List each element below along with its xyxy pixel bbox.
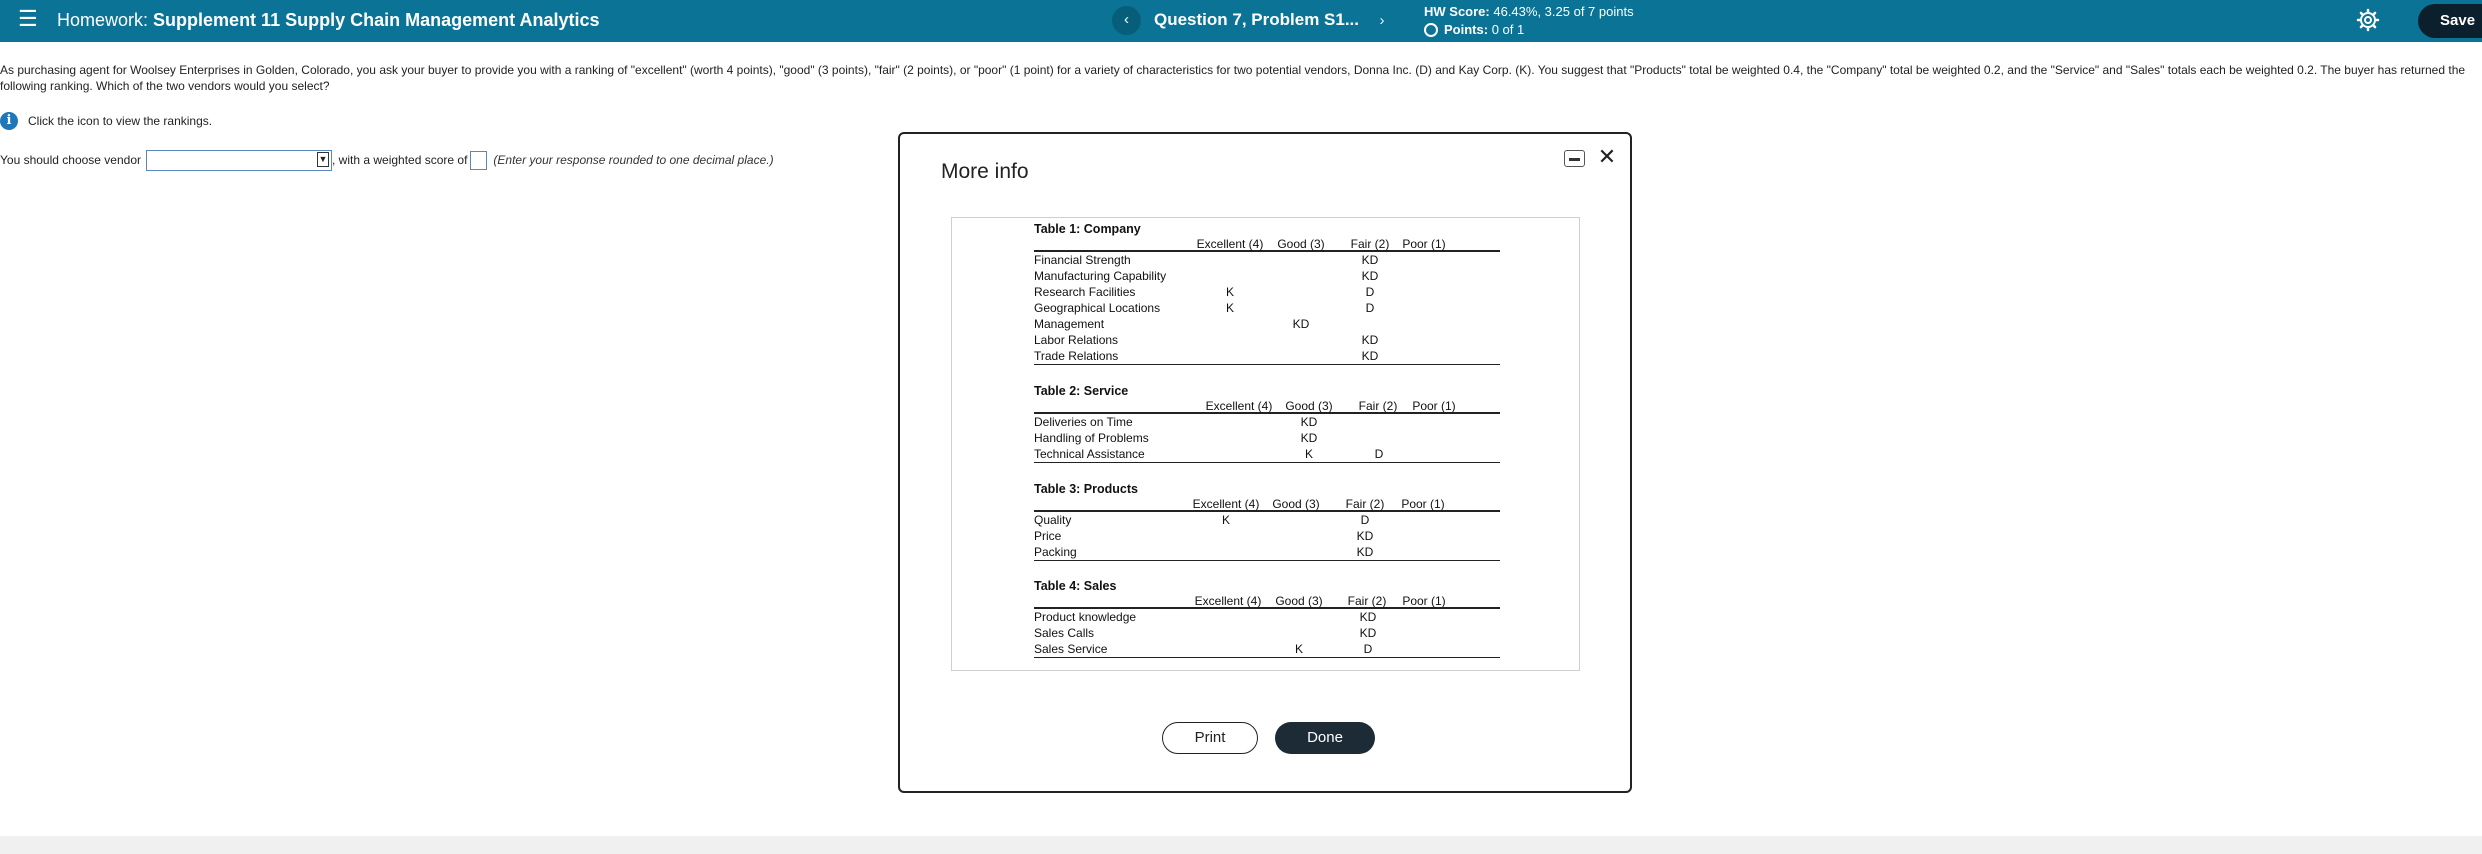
close-icon[interactable]: ✕ xyxy=(1597,144,1617,169)
row-label: Trade Relations xyxy=(1034,349,1119,363)
hw-score-value: 46.43%, 3.25 of 7 points xyxy=(1493,4,1634,19)
rankings-figure xyxy=(951,217,1580,671)
homework-prefix: Homework: xyxy=(57,10,149,30)
table-header xyxy=(1034,594,1500,609)
table-bottom-rule xyxy=(1034,657,1500,658)
answer-line xyxy=(0,150,774,170)
table-row xyxy=(1034,625,1500,641)
gear-icon[interactable] xyxy=(2356,8,2380,32)
rating-cell: KD xyxy=(1300,415,1318,429)
table-header xyxy=(1034,399,1500,414)
rating-cell: K xyxy=(1294,642,1303,656)
rating-cell: KD xyxy=(1361,253,1379,267)
vendor-select[interactable] xyxy=(146,150,332,171)
rating-cell: KD xyxy=(1292,317,1310,331)
row-label: Labor Relations xyxy=(1034,333,1119,347)
rating-cell: KD xyxy=(1300,431,1318,445)
rating-cell: KD xyxy=(1359,626,1377,640)
row-label: Manufacturing Capability xyxy=(1034,269,1167,283)
minimize-button[interactable] xyxy=(1564,150,1585,167)
column-header: Excellent (4) xyxy=(1196,237,1264,251)
column-header: Excellent (4) xyxy=(1194,594,1262,608)
print-button[interactable]: Print xyxy=(1162,722,1258,754)
column-header: Good (3) xyxy=(1277,237,1325,251)
column-header: Poor (1) xyxy=(1402,594,1446,608)
table-header xyxy=(1034,497,1500,512)
info-icon[interactable]: i xyxy=(0,112,18,130)
done-button[interactable]: Done xyxy=(1275,722,1375,754)
column-header: Excellent (4) xyxy=(1205,399,1273,413)
column-header: Fair (2) xyxy=(1345,497,1385,511)
ranking-table xyxy=(1034,222,1500,365)
table-row xyxy=(1034,430,1500,446)
table-title: Table 1: Company xyxy=(1034,222,1141,236)
column-header: Fair (2) xyxy=(1358,399,1398,413)
table-row xyxy=(1034,544,1500,560)
row-label: Technical Assistance xyxy=(1034,447,1145,461)
column-header: Poor (1) xyxy=(1401,497,1445,511)
rating-cell: KD xyxy=(1359,610,1377,624)
row-label: Sales Service xyxy=(1034,642,1108,656)
rating-cell: KD xyxy=(1361,349,1379,363)
table-row xyxy=(1034,316,1500,332)
rating-cell: K xyxy=(1221,513,1230,527)
table-title: Table 3: Products xyxy=(1034,482,1138,496)
table-row xyxy=(1034,446,1500,462)
rating-cell: KD xyxy=(1361,333,1379,347)
circle-status-icon xyxy=(1424,23,1438,37)
rating-cell: K xyxy=(1304,447,1313,461)
rating-cell: K xyxy=(1225,301,1234,315)
row-label: Price xyxy=(1034,529,1062,543)
next-question-button[interactable]: › xyxy=(1379,12,1385,29)
save-button[interactable]: Save xyxy=(2418,4,2482,38)
table-header xyxy=(1034,237,1500,252)
top-bar xyxy=(0,0,2482,42)
column-header: Good (3) xyxy=(1285,399,1333,413)
table-row xyxy=(1034,332,1500,348)
rating-cell: D xyxy=(1363,642,1373,656)
rankings-hint xyxy=(0,111,212,131)
table-bottom-rule xyxy=(1034,462,1500,463)
table-row xyxy=(1034,528,1500,544)
ranking-table xyxy=(1034,579,1500,658)
rating-cell: D xyxy=(1374,447,1384,461)
rating-cell: D xyxy=(1365,301,1375,315)
column-header: Good (3) xyxy=(1275,594,1323,608)
rating-cell: K xyxy=(1225,285,1234,299)
previous-question-button[interactable]: ‹ xyxy=(1112,6,1141,35)
table-title: Table 4: Sales xyxy=(1034,579,1117,593)
table-row xyxy=(1034,414,1500,430)
row-label: Management xyxy=(1034,317,1105,331)
dropdown-arrow-icon[interactable]: ▼ xyxy=(317,152,329,167)
table-title: Table 2: Service xyxy=(1034,384,1129,398)
table-row xyxy=(1034,512,1500,528)
hw-score xyxy=(1424,4,1634,19)
answer-middle: , with a weighted score of xyxy=(332,153,468,167)
answer-prefix: You should choose vendor xyxy=(0,153,141,167)
row-label: Research Facilities xyxy=(1034,285,1136,299)
column-header: Fair (2) xyxy=(1347,594,1387,608)
rating-cell: D xyxy=(1365,285,1375,299)
row-label: Packing xyxy=(1034,545,1077,559)
footer-bar xyxy=(0,836,2482,854)
row-label: Sales Calls xyxy=(1034,626,1095,640)
homework-name: Supplement 11 Supply Chain Management Analytics xyxy=(153,10,600,30)
question-text: As purchasing agent for Woolsey Enterprises in Golden, Colorado, you ask your buyer to provide you with a ranking of "excellent" (worth 4 points), "good" (3 points), "fair" (2 points), or "poor" (1 point) for a variety of characteristics for two potential vendors, Donna Inc. (D) and Kay Corp. (K). You suggest that "Products" total be weighted 0.4, the "Company" total be weighted 0.2, and the "Service" and "Sales" totals each be weighted 0.2. The buyer has returned the following ranking. Which of the two vendors would you select? xyxy=(0,63,2466,93)
row-label: Quality xyxy=(1034,513,1072,527)
row-label: Geographical Locations xyxy=(1034,301,1161,315)
table-bottom-rule xyxy=(1034,560,1500,561)
question-selector[interactable]: Question 7, Problem S1... xyxy=(1154,10,1359,29)
rating-cell: D xyxy=(1360,513,1370,527)
rating-cell: KD xyxy=(1356,545,1374,559)
table-row xyxy=(1034,641,1500,657)
hint-text: Click the icon to view the rankings. xyxy=(28,114,213,128)
ranking-table xyxy=(1034,482,1500,561)
more-info-dialog xyxy=(898,132,1632,793)
column-header: Poor (1) xyxy=(1412,399,1456,413)
rating-cell: KD xyxy=(1356,529,1374,543)
column-header: Excellent (4) xyxy=(1192,497,1260,511)
table-row xyxy=(1034,348,1500,364)
row-label: Deliveries on Time xyxy=(1034,415,1133,429)
table-row xyxy=(1034,609,1500,625)
weighted-score-input[interactable] xyxy=(470,151,487,170)
table-bottom-rule xyxy=(1034,364,1500,365)
rating-cell: KD xyxy=(1361,269,1379,283)
ranking-table xyxy=(1034,384,1500,463)
menu-icon[interactable]: ☰ xyxy=(18,6,38,31)
table-row xyxy=(1034,300,1500,316)
minimize-icon xyxy=(1569,158,1580,161)
answer-note: (Enter your response rounded to one decimal place.) xyxy=(493,153,774,167)
column-header: Good (3) xyxy=(1272,497,1320,511)
table-row xyxy=(1034,284,1500,300)
row-label: Financial Strength xyxy=(1034,253,1131,267)
homework-title xyxy=(57,10,599,31)
points-label: Points: xyxy=(1444,22,1489,37)
table-row xyxy=(1034,252,1500,268)
column-header: Fair (2) xyxy=(1350,237,1390,251)
row-label: Product knowledge xyxy=(1034,610,1137,624)
column-header: Poor (1) xyxy=(1402,237,1446,251)
table-row xyxy=(1034,268,1500,284)
points-status xyxy=(1424,22,1524,37)
row-label: Handling of Problems xyxy=(1034,431,1149,445)
dialog-title: More info xyxy=(941,160,1029,183)
points-value: 0 of 1 xyxy=(1491,22,1525,37)
hw-score-label: HW Score: xyxy=(1424,4,1490,19)
